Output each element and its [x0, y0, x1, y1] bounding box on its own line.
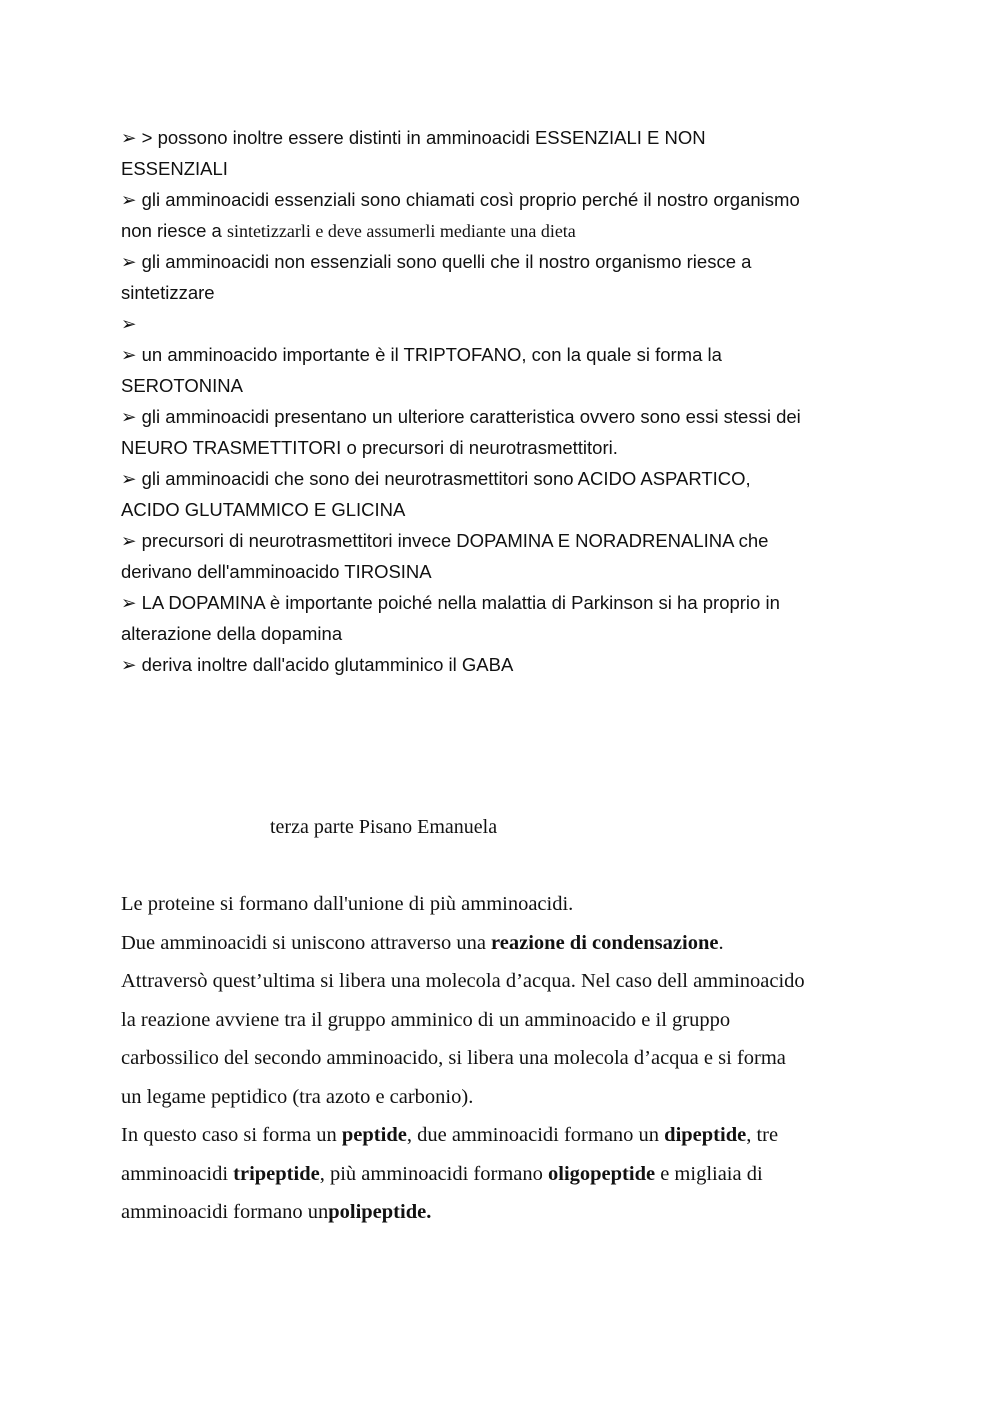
paragraph-line: Attraversò quest’ultima si libera una molecola d’acqua. Nel caso dell amminoacido — [121, 970, 805, 992]
bullet-line: derivano dell'amminoacido TIROSINA — [121, 561, 432, 582]
text-run: , due amminoacidi formano un — [406, 1124, 665, 1146]
bullet-line: sintetizzare — [121, 282, 215, 303]
bullet-line: ESSENZIALI — [121, 158, 228, 179]
text-run: , più amminoacidi formano — [319, 1162, 548, 1185]
text-run: e migliaia di — [655, 1162, 763, 1185]
bullet-line: ➢ LA DOPAMINA è importante poiché nella malattia di Parkinson si ha proprio in — [121, 592, 780, 613]
bullet-line: alterazione della dopamina — [121, 623, 343, 644]
body-paragraph — [121, 885, 901, 1232]
bold-term: oligopeptide — [548, 1162, 656, 1185]
text-run: , tre — [746, 1124, 779, 1146]
paragraph-line: carbossilico del secondo amminoacido, si libera una molecola d’acqua e si forma — [121, 1047, 786, 1069]
bold-term: dipeptide — [664, 1124, 747, 1146]
bullet-line: ➢ gli amminoacidi che sono dei neurotrasmettitori sono ACIDO ASPARTICO, — [121, 468, 751, 489]
bullet-line: ➢ gli amminoacidi presentano un ulteriore caratteristica ovvero sono essi stessi dei — [121, 406, 801, 427]
paragraph-line — [121, 1155, 901, 1194]
paragraph-line — [121, 924, 901, 963]
text-run: amminoacidi formano un — [121, 1201, 329, 1223]
bullet-line: ➢ > possono inoltre essere distinti in amminoacidi ESSENZIALI E NON — [121, 127, 706, 148]
text-run: Due amminoacidi si uniscono attraverso una — [121, 931, 492, 954]
paragraph-line — [121, 1116, 901, 1155]
text-run: . — [718, 931, 724, 954]
bullet-line: SEROTONINA — [121, 375, 243, 396]
paragraph-line — [121, 1193, 901, 1232]
bullet-text-serif: sintetizzarli e deve assumerli mediante una dieta — [226, 221, 576, 241]
bold-term: peptide — [341, 1124, 407, 1146]
bullet-line: ➢ gli amminoacidi essenziali sono chiamati così proprio perché il nostro organismo — [121, 189, 800, 210]
paragraph-line: Le proteine si formano dall'unione di più amminoacidi. — [121, 893, 574, 915]
section-heading: terza parte Pisano Emanuela — [270, 816, 498, 838]
bold-term: tripeptide — [233, 1162, 320, 1185]
bullet-line: ➢ — [121, 313, 137, 334]
bullet-text: non riesce a — [121, 220, 222, 241]
bullet-line: ➢ un amminoacido importante è il TRIPTOFANO, con la quale si forma la — [121, 344, 722, 365]
paragraph-line: la reazione avviene tra il gruppo amminico di un amminoacido e il gruppo — [121, 1008, 731, 1031]
bullet-line: ACIDO GLUTAMMICO E GLICINA — [121, 499, 406, 520]
bold-term: polipeptide. — [328, 1201, 432, 1223]
text-run: In questo caso si forma un — [121, 1124, 342, 1146]
bullet-line: NEURO TRASMETTITORI o precursori di neurotrasmettitori. — [121, 437, 618, 458]
text-run: amminoacidi — [121, 1162, 234, 1185]
bullet-line: ➢ gli amminoacidi non essenziali sono quelli che il nostro organismo riesce a — [121, 251, 752, 272]
paragraph-line: un legame peptidico (tra azoto e carbonio). — [121, 1085, 474, 1108]
bullet-line: ➢ deriva inoltre dall'acido glutamminico il GABA — [121, 654, 514, 675]
bullet-line — [121, 215, 891, 246]
bullet-list — [121, 122, 891, 680]
bold-term: reazione di condensazione — [491, 931, 719, 954]
bullet-line: ➢ precursori di neurotrasmettitori invece DOPAMINA E NORADRENALINA che — [121, 530, 769, 551]
